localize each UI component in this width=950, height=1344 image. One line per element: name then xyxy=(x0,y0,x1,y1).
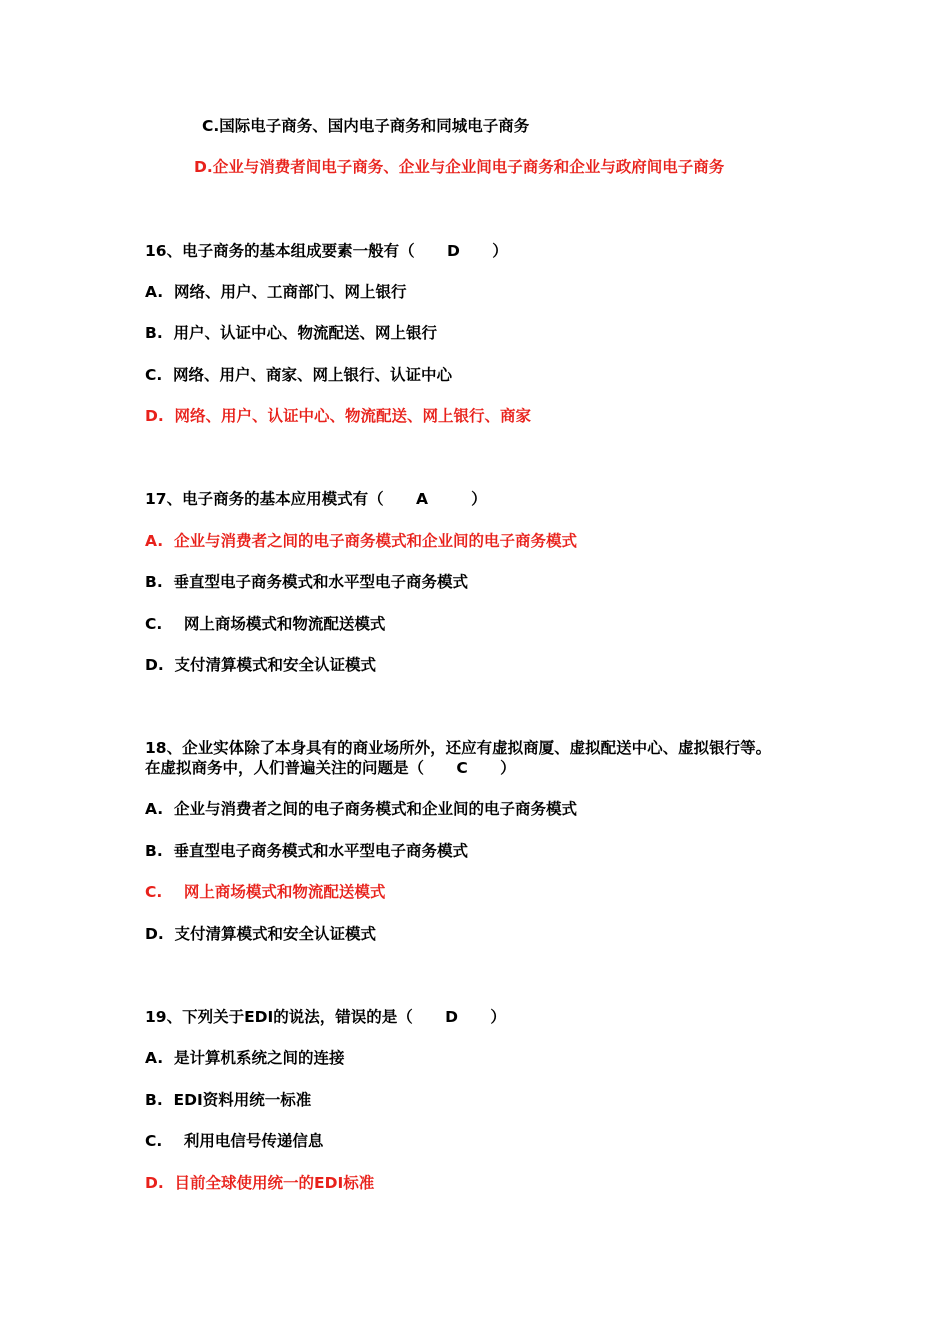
q16-question: 16、电子商务的基本组成要素一般有（ D ） xyxy=(145,242,508,260)
q18-option-d: D. 支付清算模式和安全认证模式 xyxy=(145,925,377,943)
q18-option-c-answer: C. 网上商场模式和物流配送模式 xyxy=(145,883,386,901)
q19-option-b: B. EDI资料用统一标准 xyxy=(145,1091,312,1109)
q17-option-d: D. 支付清算模式和安全认证模式 xyxy=(145,656,377,674)
q15-option-d-answer: D.企业与消费者间电子商务、企业与企业间电子商务和企业与政府间电子商务 xyxy=(194,158,725,176)
q19-option-d-answer: D. 目前全球使用统一的EDI标准 xyxy=(145,1174,375,1192)
q17-question: 17、电子商务的基本应用模式有（ A ） xyxy=(145,490,487,508)
q16-option-a: A. 网络、用户、工商部门、网上银行 xyxy=(145,283,407,301)
q17-option-a-answer: A. 企业与消费者之间的电子商务模式和企业间的电子商务模式 xyxy=(145,532,577,550)
q16-option-d-answer: D. 网络、用户、认证中心、物流配送、网上银行、商家 xyxy=(145,407,532,425)
q19-question: 19、下列关于EDI的说法，错误的是（ D ） xyxy=(145,1008,506,1026)
q19-option-c: C. 利用电信号传递信息 xyxy=(145,1132,324,1150)
q18-option-b: B. 垂直型电子商务模式和水平型电子商务模式 xyxy=(145,842,468,860)
q19-option-a: A. 是计算机系统之间的连接 xyxy=(145,1049,345,1067)
q18-option-a: A. 企业与消费者之间的电子商务模式和企业间的电子商务模式 xyxy=(145,800,577,818)
q17-option-b: B. 垂直型电子商务模式和水平型电子商务模式 xyxy=(145,573,468,591)
q17-option-c: C. 网上商场模式和物流配送模式 xyxy=(145,615,386,633)
q15-option-c: C.国际电子商务、国内电子商务和同城电子商务 xyxy=(202,117,530,135)
q16-option-b: B. 用户、认证中心、物流配送、网上银行 xyxy=(145,324,437,342)
q18-question-line1: 18、企业实体除了本身具有的商业场所外，还应有虚拟商厦、虚拟配送中心、虚拟银行等。 xyxy=(145,739,772,757)
q16-option-c: C. 网络、用户、商家、网上银行、认证中心 xyxy=(145,366,453,384)
q18-question-line2: 在虚拟商务中，人们普遍关注的问题是（ C ） xyxy=(145,759,516,777)
